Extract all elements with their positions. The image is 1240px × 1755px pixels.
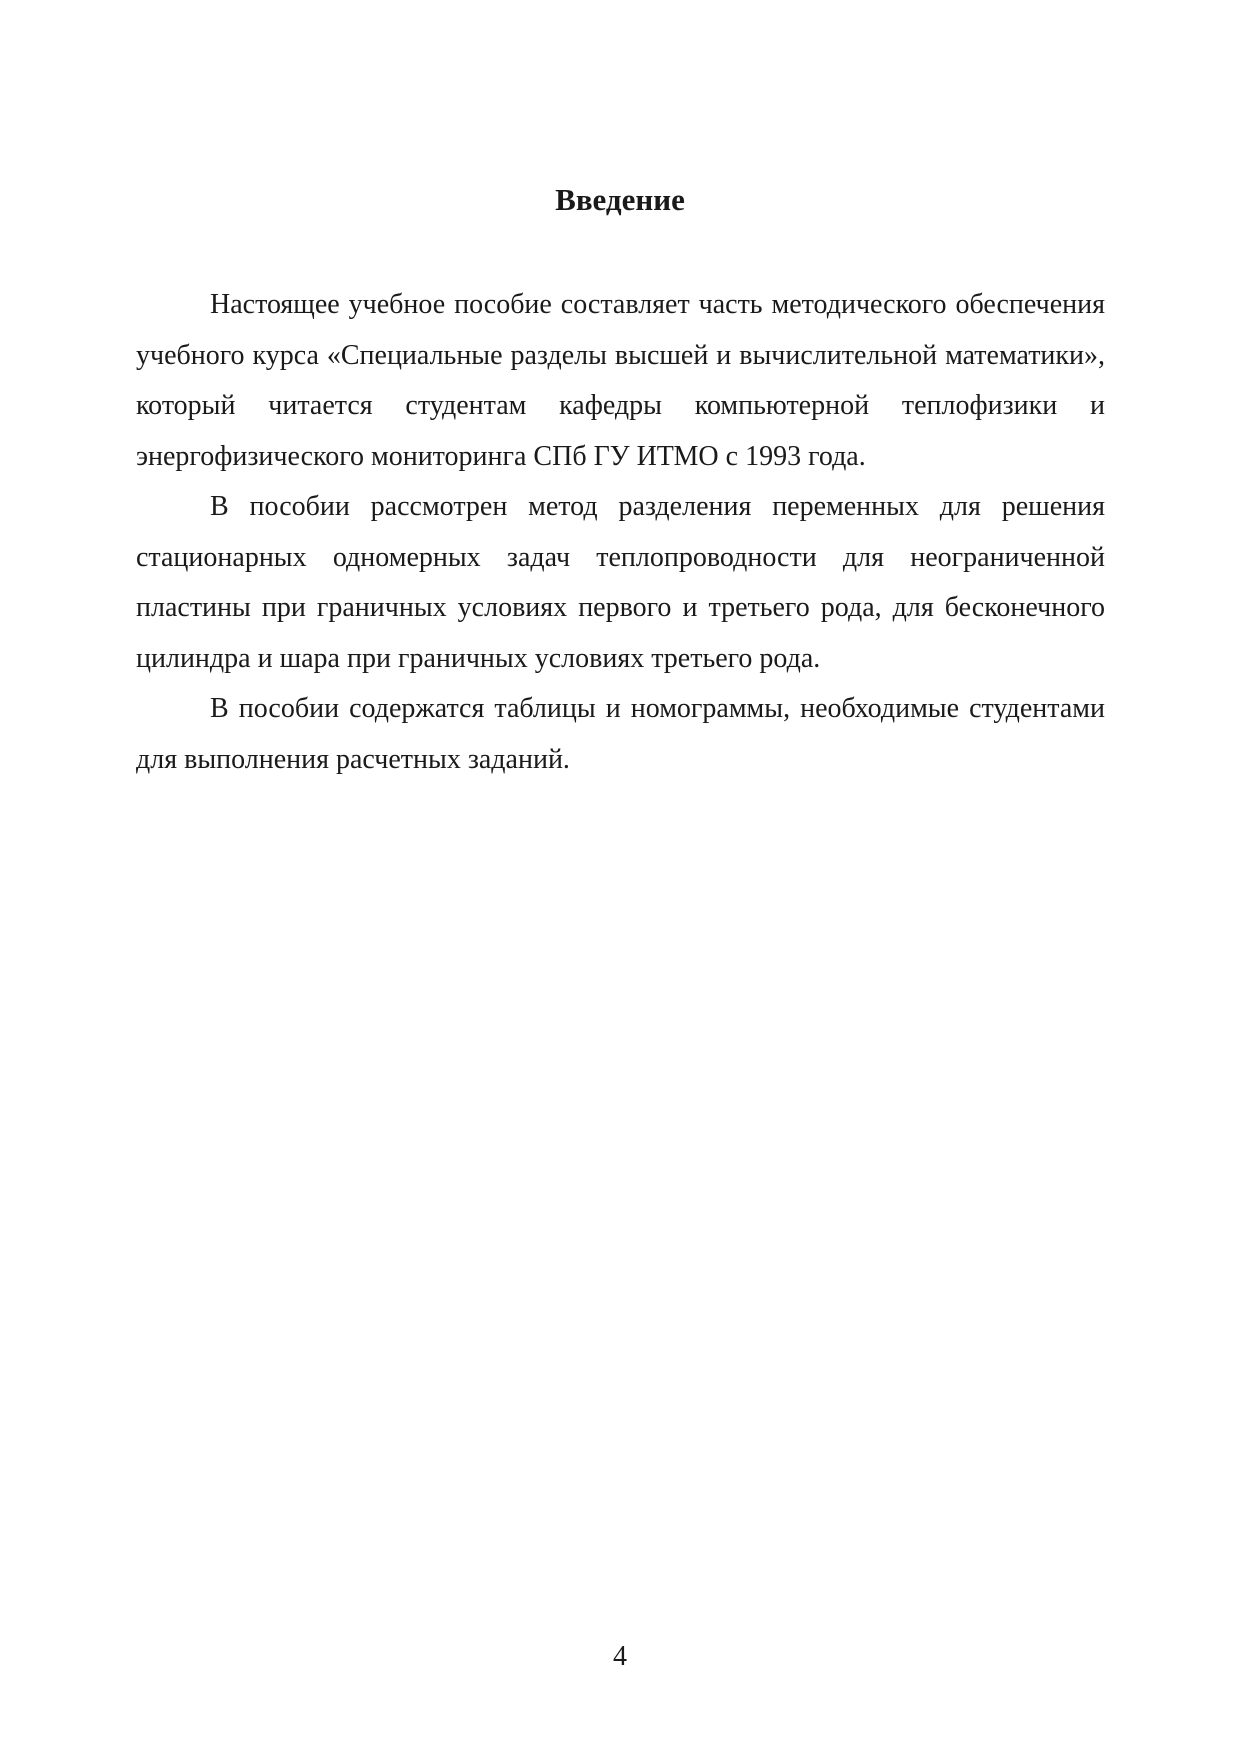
page-title: Введение — [555, 182, 685, 217]
paragraph-course-description: Настоящее учебное пособие составляет часть методического обеспечения учебного курса «Специальные разделы высшей и вычислительной математики», который читается студентам кафедры компьютерной теплофизики и энергофизического мониторинга СПб ГУ ИТМО с 1993 года. — [136, 289, 1105, 472]
page-number: 4 — [613, 1641, 627, 1672]
body-text — [136, 280, 1105, 785]
paragraph-tables-note: В пособии содержатся таблицы и номограммы, необходимые студентами для выполнения расчетных заданий. — [136, 693, 1105, 775]
paragraph-method-description: В пособии рассмотрен метод разделения переменных для решения стационарных одномерных задач теплопроводности для неограниченной пластины при граничных условиях первого и третьего рода, для бесконечного цилиндра и шара при граничных условиях третьего рода. — [136, 491, 1105, 674]
